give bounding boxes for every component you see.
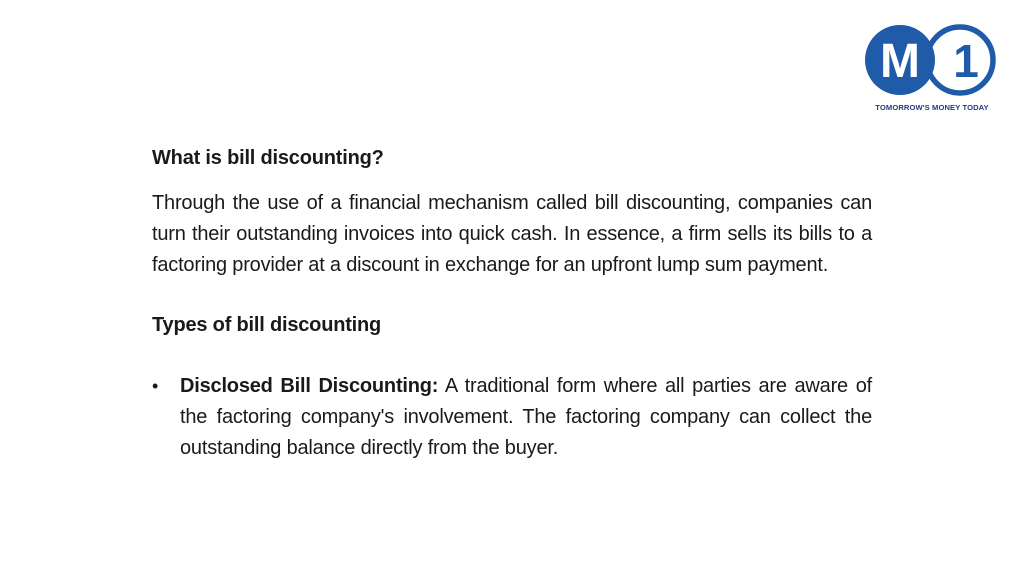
definition-paragraph: Through the use of a financial mechanism called bill discounting, companies can turn their outstanding invoices into quick cash. In essence, a firm sells its bills to a factoring provider at a discount in exchange for an upfront lump sum payment. (152, 192, 872, 276)
bullet-icon: • (152, 376, 159, 396)
brand-tagline: TOMORROW'S MONEY TODAY (875, 103, 989, 112)
m1-logo (862, 16, 1002, 116)
types-list (152, 371, 872, 464)
section-heading-types: Types of bill discounting (152, 314, 382, 336)
bullet-term: Disclosed Bill Discounting: (180, 375, 439, 397)
list-item (152, 371, 872, 464)
section-heading-what-is: What is bill discounting? (152, 147, 384, 169)
logo-letter: M (880, 35, 920, 88)
logo-number: 1 (953, 35, 979, 87)
m1-logo-mark (862, 16, 1002, 106)
slide-content (152, 143, 872, 464)
bullet-description: A traditional form where all parties are aware of the factoring company's involvement. The factoring company can collect the outstanding balance directly from the buyer. (180, 375, 872, 459)
